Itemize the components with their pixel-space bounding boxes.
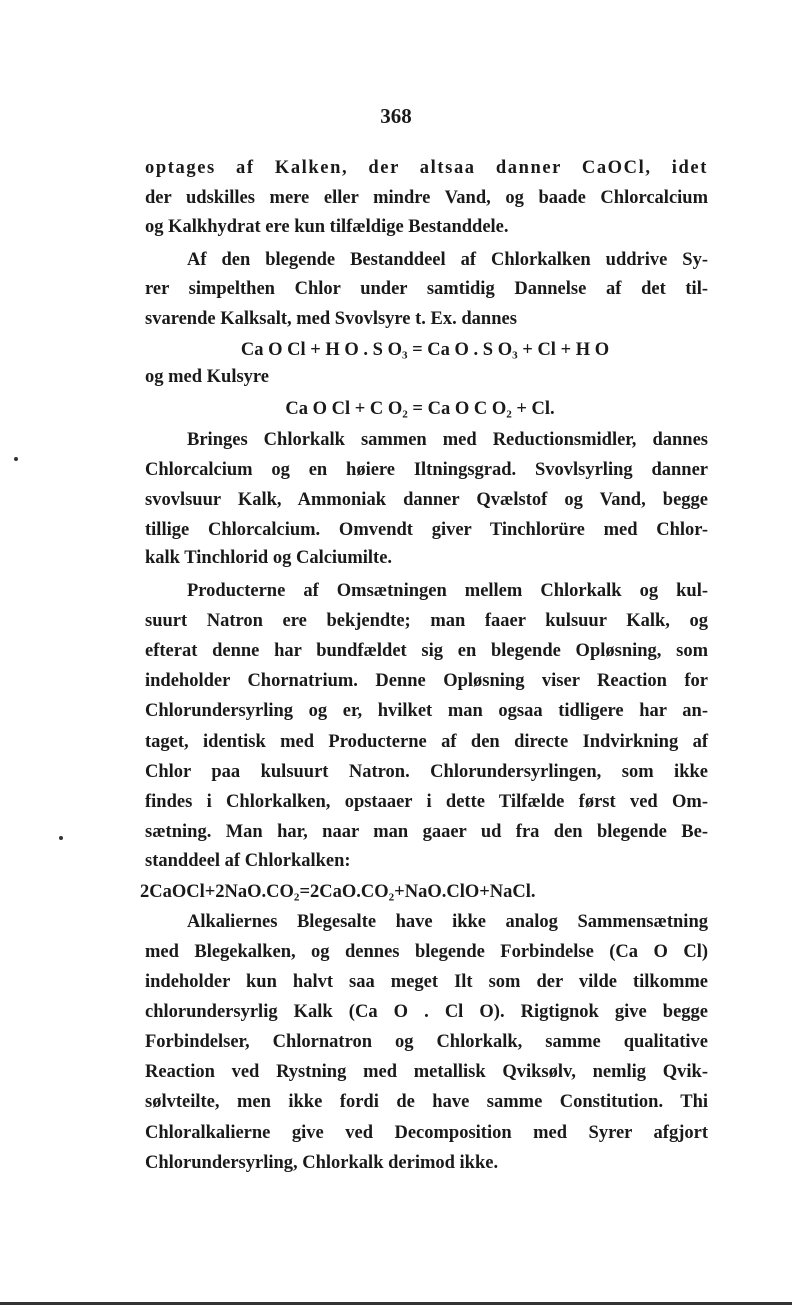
text-line: efterat denne har bundfældet sig en blegende Opløsning, som	[145, 641, 708, 661]
text-line: Chlorundersyrling og er, hvilket man ogsaa tidligere har an-	[145, 701, 708, 721]
margin-speck	[14, 457, 18, 461]
text-line: sølvteilte, men ikke fordi de have samme Constitution. Thi	[145, 1092, 708, 1112]
text-line: indeholder kun halvt saa meget Ilt som der vilde tilkomme	[145, 972, 708, 992]
text-line: sætning. Man har, naar man gaaer ud fra den blegende Be-	[145, 822, 708, 842]
page-edge-rule	[0, 1302, 792, 1305]
text-line: svovlsuur Kalk, Ammoniak danner Qvælstof og Vand, begge	[145, 490, 708, 510]
text-line: Producterne af Omsætningen mellem Chlorkalk og kul-	[187, 581, 708, 601]
equation: Ca O Cl + H O . S O₃ = Ca O . S O₃ + Cl + H O	[240, 340, 610, 360]
page-number: 368	[380, 104, 412, 128]
text-line: findes i Chlorkalken, opstaaer i dette Tilfælde først ved Om-	[145, 792, 708, 812]
text-line: suurt Natron ere bekjendte; man faaer kulsuur Kalk, og	[145, 611, 708, 631]
text-line: og Kalkhydrat ere kun tilfældige Bestanddele.	[145, 217, 509, 237]
equation: 2CaOCl+2NaO.CO₂=2CaO.CO₂+NaO.ClO+NaCl.	[140, 882, 536, 902]
text-line: Chlorundersyrling, Chlorkalk derimod ikke.	[145, 1153, 499, 1173]
text-line: kalk Tinchlorid og Calciumilte.	[145, 548, 393, 568]
text-line: taget, identisk med Producterne af den directe Indvirkning af	[145, 732, 708, 752]
text-line: Bringes Chlorkalk sammen med Reductionsmidler, dannes	[187, 430, 708, 450]
text-line: Reaction ved Rystning med metallisk Qviksølv, nemlig Qvik-	[145, 1062, 708, 1082]
margin-speck	[59, 836, 63, 840]
text-line: tillige Chlorcalcium. Omvendt giver Tinchlorüre med Chlor-	[145, 520, 708, 540]
text-line: Chlor paa kulsuurt Natron. Chlorundersyrlingen, som ikke	[145, 762, 708, 782]
text-line: svarende Kalksalt, med Svovlsyre t. Ex. dannes	[145, 309, 517, 329]
equation: Ca O Cl + C O₂ = Ca O C O₂ + Cl.	[285, 399, 555, 419]
text-line: Chlorcalcium og en høiere Iltningsgrad. Svovlsyrling danner	[145, 460, 708, 480]
text-line: Forbindelser, Chlornatron og Chlorkalk, samme qualitative	[145, 1032, 708, 1052]
text-line: der udskilles mere eller mindre Vand, og baade Chlorcalcium	[145, 188, 708, 208]
text-line: Af den blegende Bestanddeel af Chlorkalken uddrive Sy-	[187, 250, 708, 270]
text-line: Chloralkalierne give ved Decomposition med Syrer afgjort	[145, 1123, 708, 1143]
text-line: optages af Kalken, der altsaa danner CaOCl, idet	[145, 158, 708, 178]
text-line: indeholder Chornatrium. Denne Opløsning viser Reaction for	[145, 671, 708, 691]
text-line: chlorundersyrlig Kalk (Ca O . Cl O). Rigtignok give begge	[145, 1002, 708, 1022]
text-line: standdeel af Chlorkalken:	[145, 851, 351, 871]
text-line: rer simpelthen Chlor under samtidig Dannelse af det til-	[145, 279, 708, 299]
text-line: med Blegekalken, og dennes blegende Forbindelse (Ca O Cl)	[145, 942, 708, 962]
text-line: og med Kulsyre	[145, 367, 270, 387]
text-line: Alkaliernes Blegesalte have ikke analog Sammensætning	[187, 912, 708, 932]
